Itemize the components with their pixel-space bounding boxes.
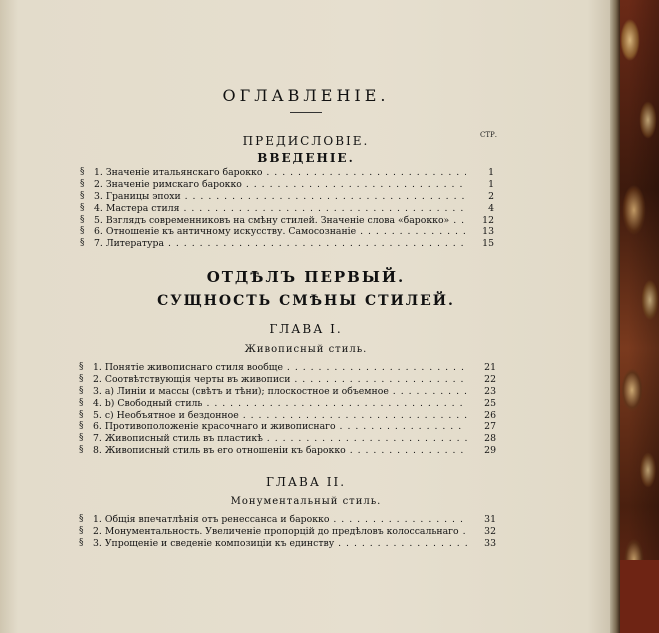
toc-entry	[79, 362, 496, 374]
toc-entry	[79, 433, 496, 445]
section-mark: §	[79, 409, 84, 420]
entry-label: 5. c) Необъятное и бездонное . . .	[93, 410, 467, 422]
chapter1-toc-list	[79, 362, 496, 457]
section-mark: §	[79, 537, 84, 548]
entry-page: 28	[484, 433, 496, 445]
entry-page: 33	[484, 537, 496, 549]
entry-page: 15	[482, 238, 494, 250]
entry-page: 22	[484, 373, 496, 385]
entry-label: 3. Упрощенiе и сведенiе композицiи къ единству . . .	[93, 538, 467, 550]
toc-entry	[79, 421, 496, 433]
title-divider	[290, 112, 322, 113]
toc-entry	[80, 191, 494, 203]
entry-page: 27	[484, 421, 496, 433]
chapter2-toc-list	[79, 514, 496, 550]
entry-page: 12	[482, 214, 494, 226]
entry-label: 7. Живописный стиль въ пластикѣ . . .	[93, 433, 467, 445]
entry-label: 4. b) Свободный стиль . . .	[93, 398, 467, 410]
entry-page: 4	[488, 202, 494, 214]
toc-entry	[79, 445, 496, 457]
toc-entry	[80, 226, 494, 238]
preface-heading: ПРЕДИСЛОВIЕ.	[242, 134, 370, 148]
entry-page: 31	[484, 514, 496, 525]
entry-page: 2	[488, 190, 494, 202]
toc-entry	[80, 215, 494, 227]
entry-page: 21	[484, 362, 496, 373]
chapter1-title: ГЛАВА I.	[269, 322, 343, 336]
toc-entry	[79, 538, 496, 550]
section-mark: §	[80, 214, 85, 225]
section-mark: §	[80, 178, 85, 189]
leather-corner	[620, 560, 659, 633]
section-mark: §	[79, 385, 84, 396]
entry-label: 1. Понятiе живописнаго стиля вообще . . .	[93, 362, 467, 374]
entry-label: 8. Живописный стиль въ его отношенiи къ барокко . . .	[93, 445, 467, 457]
entry-label: 3. a) Линiи и массы (свѣтъ и тѣни); плоскостное и объемное . . .	[93, 386, 467, 398]
entry-label: 2. Монументальность. Увеличенiе пропорцiй до предѣловъ колоссальнаго . . .	[93, 526, 467, 538]
section-mark: §	[79, 445, 84, 456]
entry-page: 32	[484, 525, 496, 537]
toc-title: ОГЛАВЛЕНIЕ.	[222, 86, 390, 105]
toc-entry	[79, 410, 496, 422]
section-mark: §	[79, 433, 84, 444]
entry-label: 6. Отношенiе къ античному искусству. Самосознанiе . . .	[94, 226, 466, 238]
section-mark: §	[80, 190, 85, 201]
intro-heading: ВВЕДЕНIЕ.	[257, 151, 355, 165]
toc-entry	[79, 386, 496, 398]
entry-label: 7. Литература . . .	[94, 238, 466, 250]
entry-page: 26	[484, 409, 496, 421]
entry-page: 29	[484, 445, 496, 457]
toc-entry	[79, 374, 496, 386]
entry-label: 4. Мастера стиля . . .	[94, 203, 466, 215]
entry-label: 2. Значенiе римскаго барокко . . .	[94, 179, 466, 191]
section-mark: §	[79, 514, 84, 524]
section-mark: §	[80, 238, 85, 249]
part-title: ОТДѢЛЪ ПЕРВЫЙ.	[206, 268, 406, 286]
chapter1-subtitle: Живописный стиль.	[244, 344, 368, 355]
entry-page: 25	[484, 397, 496, 409]
intro-toc-list	[80, 167, 494, 250]
entry-label: 3. Границы эпохи . . .	[94, 191, 466, 203]
chapter2-title: ГЛАВА II.	[265, 475, 347, 489]
section-mark: §	[80, 226, 85, 237]
entry-label: 6. Противоположенiе красочнаго и живописнаго . . .	[93, 421, 467, 433]
section-mark: §	[79, 373, 84, 384]
section-mark: §	[80, 202, 85, 213]
entry-label: 2. Соотвѣтствующiя черты въ живописи . . .	[93, 374, 467, 386]
entry-label: 5. Взглядъ современниковъ на смѣну стилей. Значенiе слова «барокко» . . .	[94, 215, 466, 227]
section-mark: §	[79, 421, 84, 432]
entry-page: 1	[488, 178, 494, 190]
section-mark: §	[79, 362, 84, 372]
toc-entry	[80, 179, 494, 191]
part-subtitle: СУЩНОСТЬ СМѢНЫ СТИЛЕЙ.	[157, 293, 455, 309]
section-mark: §	[79, 525, 84, 536]
marbled-cover	[620, 0, 659, 633]
toc-entry	[80, 238, 494, 250]
entry-page: 13	[482, 226, 494, 238]
chapter2-subtitle: Монументальный стиль.	[230, 496, 382, 507]
entry-label: 1. Значенiе итальянскаго барокко . . .	[94, 167, 466, 179]
toc-entry	[80, 167, 494, 179]
page-column-label: СТР.	[480, 131, 497, 139]
toc-entry	[80, 203, 494, 215]
toc-entry	[79, 526, 496, 538]
toc-entry	[79, 514, 496, 526]
section-mark: §	[80, 167, 85, 177]
section-mark: §	[79, 397, 84, 408]
toc-entry	[79, 398, 496, 410]
entry-page: 1	[488, 167, 494, 178]
entry-label: 1. Общiя впечатлѣнiя отъ ренессанса и барокко . . .	[93, 514, 467, 526]
entry-page: 23	[484, 385, 496, 397]
